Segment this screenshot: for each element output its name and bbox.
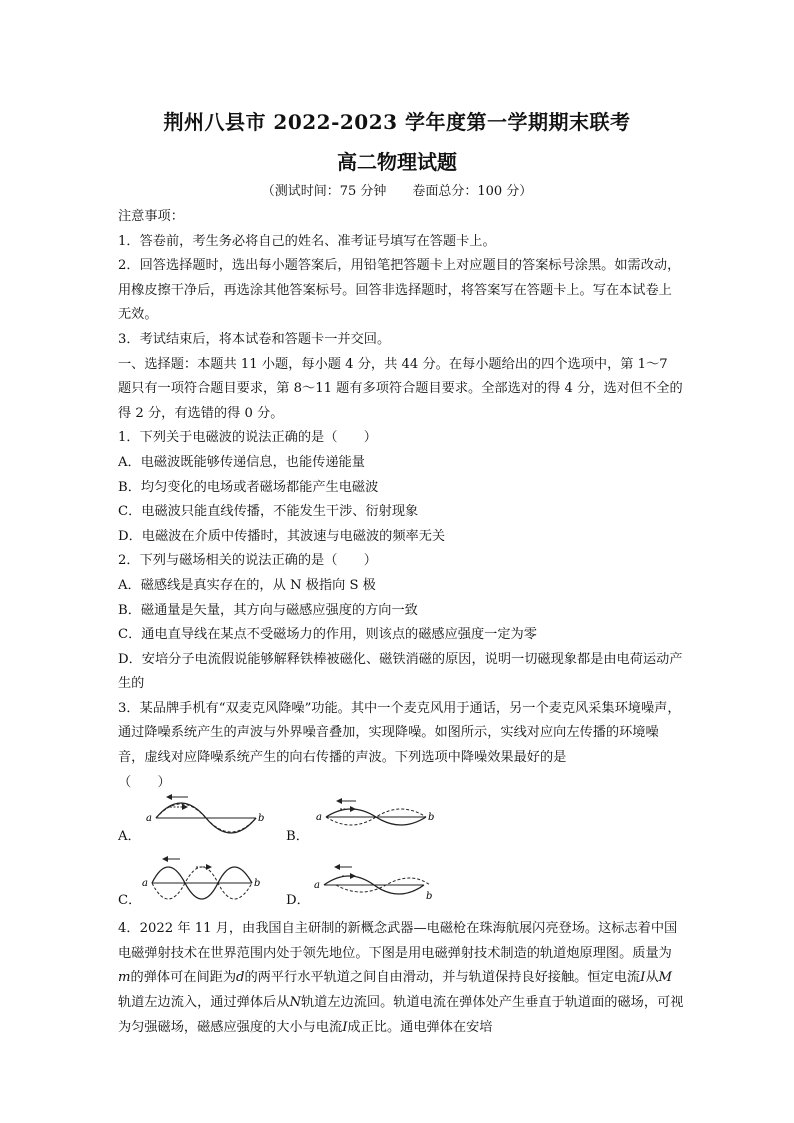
q3-fig-c-label-b: b: [254, 878, 260, 890]
q3-stem: 3．某品牌手机有“双麦克风降噪”功能。其中一个麦克风用于通话，另一个麦克风采集环境噪声，通过降噪系统产生的声波与外界噪音叠加，实现降噪。如图所示，实线对应向左传播的环境噪音，虚线对应降噪系统产生的向右传播的声波。下列选项中降噪效果最好的是: [118, 700, 681, 766]
q3-option-c-label: C．: [118, 893, 142, 909]
q4-text-5: 轨道左边流入，通过弹体后从: [118, 995, 290, 1011]
notice-item-1: 1．答卷前，考生务必将自己的姓名、准考证号填写在答题卡上。: [118, 233, 496, 249]
q4-var-m: m: [118, 970, 131, 986]
q2-stem: 2．下列与磁场相关的说法正确的是（ ）: [118, 553, 377, 569]
q3-figure-b: [314, 795, 434, 845]
exam-meta: （测试时间：75 分钟 卷面总分：100 分）: [261, 184, 533, 199]
q3-fig-a-label-b: b: [258, 813, 264, 825]
exam-title: 荆州八县市 2022-2023 学年度第一学期期末联考: [163, 110, 631, 134]
exam-subtitle: 高二物理试题: [337, 150, 457, 174]
q3-fig-d-label-a: a: [314, 880, 320, 892]
q4-text: [118, 917, 684, 1040]
q3-fig-d-label-b: b: [426, 891, 433, 903]
q3-fig-a-label-a: a: [146, 813, 152, 825]
q4-var-i: I: [640, 970, 646, 986]
q3-option-d-label: D．: [286, 893, 310, 909]
q1-option-d: D．电磁波在介质中传播时，其波速与电磁波的频率无关: [118, 528, 446, 544]
q1-option-c: C．电磁波只能直线传播，不能发生干涉、衍射现象: [118, 504, 419, 520]
q3-fig-b-label-b: b: [428, 812, 434, 824]
q3-paren: （ ）: [118, 774, 171, 790]
q3-figure-c: [140, 853, 260, 913]
q2-option-d: D．安培分子电流假说能够解释铁棒被磁化、磁铁消磁的原因，说明一切磁现象都是由电荷运动产生的: [118, 651, 683, 692]
notice-item-3: 3．考试结束后，将本试卷和答题卡一并交回。: [118, 331, 391, 347]
q4-var-m-rail: M: [658, 970, 673, 986]
q4-var-i-2: I: [342, 1019, 348, 1035]
q4-text-6: 轨道左边流回。轨道电流在弹体处产生垂直于轨道面的磁场，可视为匀强磁场，磁感应强度的大小与电流: [118, 995, 684, 1035]
q1-option-b: B．均匀变化的电场或者磁场都能产生电磁波: [118, 479, 379, 495]
q4-var-n-rail: N: [289, 995, 301, 1011]
q4-text-3: 的两平行水平轨道之间自由滑动，并与轨道保持良好接触。恒定电流: [244, 970, 641, 986]
q4-text-1: 4．2022 年 11 月，由我国自主研制的新概念武器—电磁枪在珠海航展闪亮登场。这标志着中国电磁弹射技术在世界范围内处于领先地位。下图是用电磁弹射技术制造的轨道炮原理图。质量为: [118, 921, 678, 961]
q2-option-b: B．磁通量是矢量，其方向与磁感应强度的方向一致: [118, 602, 418, 618]
q3-figure-a: [144, 791, 264, 849]
section-1-instructions: 一、选择题：本题共 11 小题，每小题 4 分，共 44 分。在每小题给出的四个选项中，第 1～7 题只有一项符合题目要求，第 8～11 题有多项符合题目要求。全部选对的得 4 分，选对但不全的得 2 分，有选错的得 0 分。: [118, 356, 683, 421]
q3-figure-row-ab: [118, 795, 684, 851]
q3-option-b-label: B．: [286, 829, 309, 845]
notice-item-2: 2．回答选择题时，选出每小题答案后，用铅笔把答题卡上对应题目的答案标号涂黑。如需改动，用橡皮擦干净后，再选涂其他答案标号。回答非选择题时，将答案写在答题卡上。写在本试卷上无效。: [118, 258, 681, 323]
exam-body: [118, 205, 684, 1040]
q1-option-a: A．电磁波既能够传递信息，也能传递能量: [118, 454, 365, 470]
q1-stem: 1．下列关于电磁波的说法正确的是（ ）: [118, 430, 377, 446]
q3-fig-c-label-a: a: [142, 878, 148, 890]
q3-fig-b-label-a: a: [316, 812, 322, 824]
q2-option-a: A．磁感线是真实存在的，从 N 极指向 S 极: [118, 577, 376, 593]
q3-option-a-label: A．: [118, 829, 141, 845]
q4-text-7: 成正比。通电弹体在安培: [347, 1019, 493, 1035]
q4-text-4: 从: [645, 970, 659, 986]
q3-figure-row-cd: [118, 859, 684, 915]
notice-heading: 注意事项：: [118, 209, 184, 224]
q3-figure-d: [312, 859, 434, 909]
q4-text-2: 的弹体可在间距为: [130, 970, 237, 986]
q2-option-c: C．通电直导线在某点不受磁场力的作用，则该点的磁感应强度一定为零: [118, 627, 537, 643]
q4-var-d: d: [236, 970, 245, 986]
